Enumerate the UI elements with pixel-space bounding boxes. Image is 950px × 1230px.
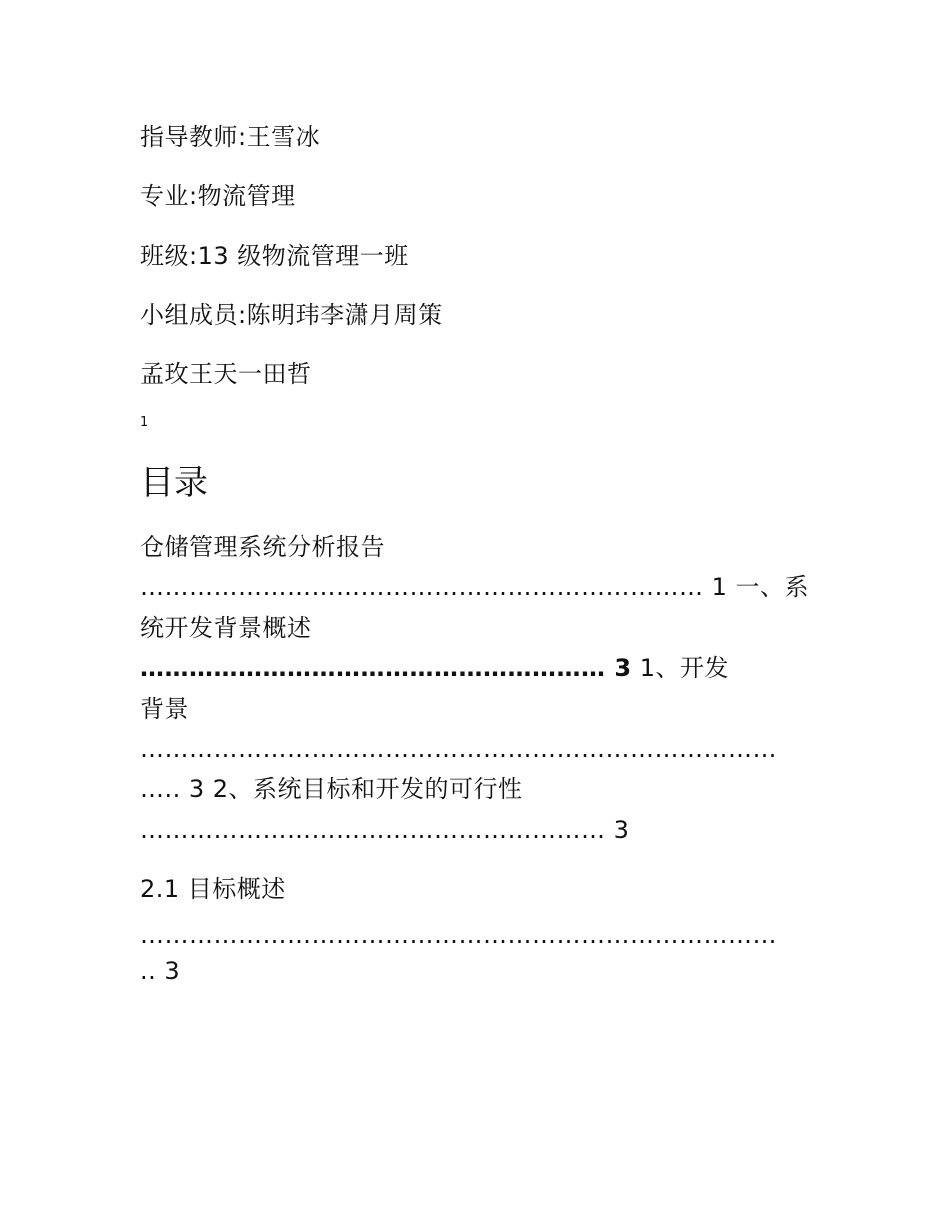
toc-line-text: 1、开发 [631,654,729,682]
toc-leader-bold: ………………………………………………… 3 [140,654,632,682]
toc-line: 仓储管理系统分析报告 [140,533,385,561]
class-line: 班级:13 级物流管理一班 [140,242,409,270]
toc-leader: …………………………………………………………………… [140,921,777,949]
toc-line: ….. 3 2、系统目标和开发的可行性 [140,775,523,803]
toc-line [140,572,809,602]
toc-line: .. 3 [140,957,181,985]
toc-leader: …………………………………………………………………… [140,735,777,763]
toc-title: 目录 [140,463,208,503]
major-line: 专业:物流管理 [140,182,296,210]
advisor-line: 指导教师:王雪冰 [140,123,321,151]
toc-line: 2.1 目标概述 [140,875,286,903]
toc-line: 统开发背景概述 [140,614,312,642]
members-line-1: 小组成员:陈明玮李潇月周策 [140,301,443,329]
toc-line-text: …………………………………………………………… 1 一、系 [140,573,810,601]
page-number: 1 [140,415,149,430]
toc-line: ………………………………………………… 3 [140,816,630,844]
toc-line: 背景 [140,695,189,723]
members-line-2: 孟玫王天一田哲 [140,360,312,388]
toc-line [140,653,729,683]
